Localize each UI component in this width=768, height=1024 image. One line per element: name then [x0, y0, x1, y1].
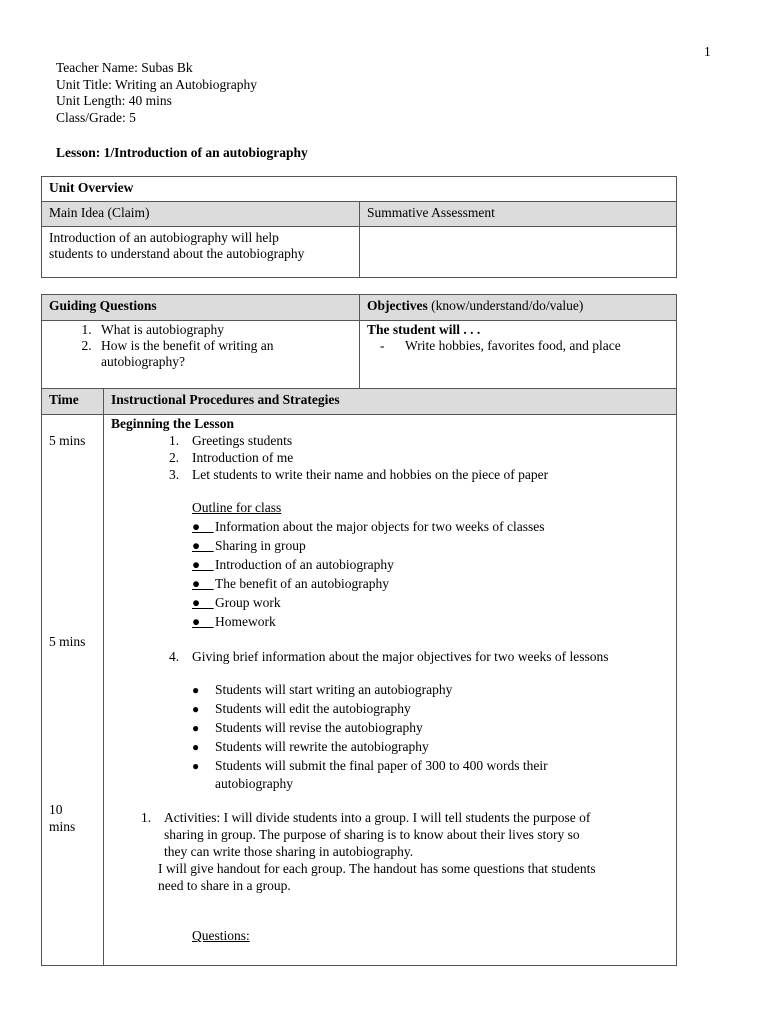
activity-number: 1. [141, 810, 152, 825]
outline-bullet-icon: ● [192, 614, 214, 629]
teacher-name: Teacher Name: Subas Bk [56, 60, 193, 75]
outline-bullet-icon: ● [192, 519, 214, 534]
procedures-content [104, 415, 676, 965]
outline-item: Homework [215, 614, 276, 629]
time-value: 10 [49, 802, 63, 817]
summative-cell [360, 227, 677, 278]
outline-item: Introduction of an autobiography [215, 557, 394, 572]
bullet-icon: ● [192, 702, 200, 716]
step-number: 2. [169, 450, 180, 465]
objective-bullet: Students will revise the autobiography [215, 720, 423, 735]
lesson-title: Lesson: 1/Introduction of an autobiography [56, 145, 308, 160]
step-number: 3. [169, 467, 180, 482]
outline-item: Information about the major objects for two weeks of classes [215, 519, 545, 534]
unit-title: Unit Title: Writing an Autobiography [56, 76, 257, 92]
step-item: Giving brief information about the major objectives for two weeks of lessons [192, 649, 609, 664]
activity-line: sharing in group. The purpose of sharing is to know about their lives story so [164, 827, 580, 842]
time-value: 5 mins [49, 433, 86, 448]
unit-overview-table [41, 176, 677, 278]
guiding-questions-heading: Guiding Questions [42, 295, 360, 321]
outline-bullet-icon: ● [192, 595, 214, 610]
handout-line: need to share in a group. [158, 878, 291, 893]
objectives-heading [360, 295, 677, 321]
main-idea-cell [42, 227, 360, 278]
questions-title: Questions: [192, 928, 250, 943]
guiding-question: 2. How is the benefit of writing an autobiography? [95, 338, 311, 370]
time-heading: Time [42, 389, 104, 415]
step-item: Let students to write their name and hobbies on the piece of paper [192, 467, 549, 482]
beginning-heading: Beginning the Lesson [111, 416, 235, 431]
main-idea-line: students to understand about the autobiography [49, 246, 305, 261]
summative-heading: Summative Assessment [360, 202, 677, 227]
objective-bullet: Students will start writing an autobiography [215, 682, 453, 697]
class-grade: Class/Grade: 5 [56, 109, 136, 125]
guiding-questions-table [41, 294, 677, 389]
bullet-icon: ● [192, 740, 200, 754]
guiding-questions-cell [42, 321, 360, 389]
time-value: 5 mins [49, 634, 86, 649]
objectives-cell [360, 321, 677, 389]
objective-bullet: Students will edit the autobiography [215, 701, 411, 716]
outline-item: Group work [215, 595, 281, 610]
objective-item: - Write hobbies, favorites food, and place [405, 338, 669, 354]
bullet-icon: ● [192, 721, 200, 735]
outline-bullet-icon: ● [192, 538, 214, 553]
objective-bullet: Students will submit the final paper of 300 to 400 words their [215, 758, 548, 773]
unit-length: Unit Length: 40 mins [56, 93, 172, 108]
bullet-icon: ● [192, 683, 200, 697]
outline-bullet-icon: ● [192, 576, 214, 591]
activity-line: Activities: I will divide students into a group. I will tell students the purpose of [164, 810, 591, 825]
outline-title: Outline for class [192, 500, 282, 515]
step-number: 4. [169, 649, 180, 664]
time-cell [42, 415, 104, 966]
unit-overview-heading: Unit Overview [42, 177, 677, 202]
objective-bullet: Students will rewrite the autobiography [215, 739, 429, 754]
procedures-heading: Instructional Procedures and Strategies [104, 389, 677, 415]
bullet-icon: ● [192, 759, 200, 773]
handout-line: I will give handout for each group. The handout has some questions that students [158, 861, 596, 876]
step-item: Introduction of me [192, 450, 294, 465]
step-item: Greetings students [192, 433, 293, 448]
main-idea-heading: Main Idea (Claim) [42, 202, 360, 227]
guiding-question: 1. What is autobiography [95, 322, 352, 338]
step-number: 1. [169, 433, 180, 448]
activity-line: they can write those sharing in autobiography. [164, 844, 414, 859]
student-will: The student will . . . [367, 322, 481, 337]
main-idea-line: Introduction of an autobiography will help [49, 230, 279, 245]
time-value: mins [49, 819, 76, 834]
objective-bullet-cont: autobiography [215, 776, 293, 791]
procedures-cell [104, 415, 677, 966]
procedures-table [41, 388, 677, 966]
outline-item: The benefit of an autobiography [215, 576, 389, 591]
objectives-heading-bold: Objectives [367, 298, 428, 313]
document-header [56, 60, 257, 126]
page-number: 1 [704, 44, 711, 59]
outline-bullet-icon: ● [192, 557, 214, 572]
objectives-heading-rest: (know/understand/do/value) [427, 298, 584, 313]
outline-item: Sharing in group [215, 538, 306, 553]
